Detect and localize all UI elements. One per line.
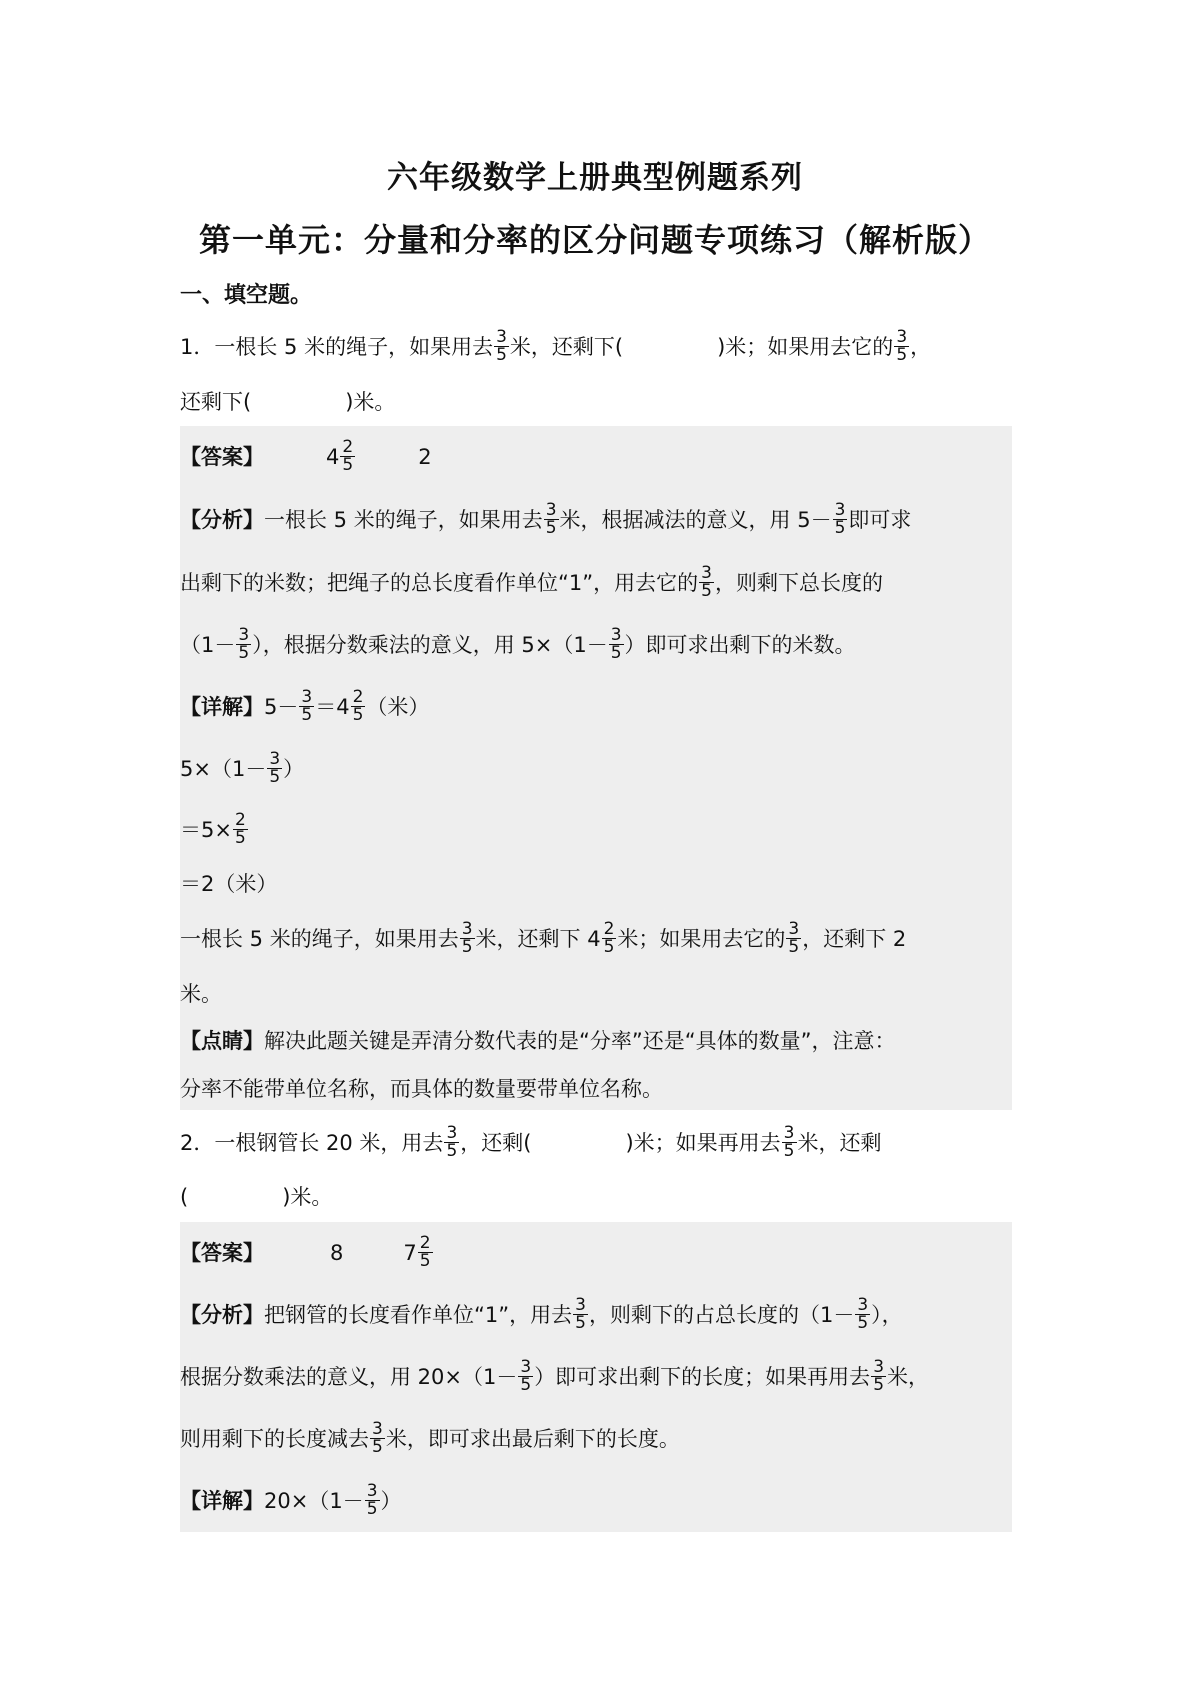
fraction: $\frac{2}{5}$ xyxy=(234,809,246,848)
q2-analysis-line-2: 根据分数乘法的意义，用 20×（1－ $\frac{3}{5}$ ）即可求出剩下的长度；如果再用去 $\frac{3}{5}$ 米， xyxy=(180,1356,930,1395)
q1-analysis-line-3: （1－ $\frac{3}{5}$ ），根据分数乘法的意义，用 5×（1－ $\frac{3}{5}$ ）即可求出剩下的米数。 xyxy=(180,624,856,663)
section-heading: 一、填空题。 xyxy=(180,283,313,308)
fraction: $\frac{2}{5}$ xyxy=(342,436,354,475)
fraction: $\frac{2}{5}$ xyxy=(603,918,615,957)
fraction: $\frac{3}{5}$ xyxy=(238,624,250,663)
detail-label: 【详解】 xyxy=(180,1489,264,1513)
q1-stem-line-2: 还剩下( )米。 xyxy=(180,390,396,414)
q1-detail-line-2: 5×（1－ $\frac{3}{5}$ ） xyxy=(180,748,305,787)
q1-stem-line-1: 1．一根长 5 米的绳子，如果用去 $\frac{3}{5}$ 米，还剩下( )米；如果用去它的 $\frac{3}{5}$ ， xyxy=(180,326,932,365)
q1-detail-line-3: ＝5× $\frac{2}{5}$ xyxy=(180,809,246,848)
document-subtitle: 第一单元：分量和分率的区分问题专项练习（解析版） xyxy=(198,221,991,259)
fraction: $\frac{3}{5}$ xyxy=(545,499,557,538)
fraction: $\frac{2}{5}$ xyxy=(352,686,364,725)
fraction: $\frac{3}{5}$ xyxy=(446,1122,458,1161)
fraction: $\frac{3}{5}$ xyxy=(873,1356,885,1395)
fraction: $\frac{3}{5}$ xyxy=(269,748,281,787)
fraction: $\frac{3}{5}$ xyxy=(575,1294,586,1333)
q1-tip-line-1: 【点睛】解决此题关键是弄清分数代表的是“分率”还是“具体的数量”，注意： xyxy=(180,1029,896,1053)
q1-detail-line-5: 一根长 5 米的绳子，如果用去 $\frac{3}{5}$ 米，还剩下 4 $\frac{2}{5}$ 米；如果用去它的 $\frac{3}{5}$ ，还剩下 2 xyxy=(180,918,907,957)
q1-detail-line-4: ＝2（米） xyxy=(180,872,278,896)
fraction: $\frac{3}{5}$ xyxy=(896,326,908,365)
fraction: $\frac{3}{5}$ xyxy=(783,1122,795,1161)
document-title: 六年级数学上册典型例题系列 xyxy=(387,160,803,196)
fraction: $\frac{3}{5}$ xyxy=(496,326,507,365)
q1-detail-line-6: 米。 xyxy=(180,982,222,1006)
q2-stem-line-1: 2．一根钢管长 20 米，用去 $\frac{3}{5}$ ，还剩( )米；如果再用去 $\frac{3}{5}$ 米，还剩 xyxy=(180,1122,882,1161)
fraction: $\frac{3}{5}$ xyxy=(301,686,313,725)
q2-stem-line-2: ( )米。 xyxy=(180,1185,333,1209)
fraction: $\frac{2}{5}$ xyxy=(419,1232,431,1271)
q2-analysis-line-3: 则用剩下的长度减去 $\frac{3}{5}$ 米，即可求出最后剩下的长度。 xyxy=(180,1418,680,1457)
fraction: $\frac{3}{5}$ xyxy=(834,499,846,538)
fraction: $\frac{3}{5}$ xyxy=(701,562,712,601)
analysis-label: 【分析】 xyxy=(180,1303,264,1327)
q1-analysis-line-1: 【分析】一根长 5 米的绳子，如果用去 $\frac{3}{5}$ 米，根据减法的意义，用 5－ $\frac{3}{5}$ 即可求 xyxy=(180,499,912,538)
q1-detail-line-1: 【详解】5－ $\frac{3}{5}$ ＝4 $\frac{2}{5}$ （米） xyxy=(180,686,430,725)
answer-label: 【答案】 xyxy=(180,1241,264,1265)
q2-detail-line-1: 【详解】20×（1－ $\frac{3}{5}$ ） xyxy=(180,1480,402,1519)
tip-label: 【点睛】 xyxy=(180,1029,264,1053)
fraction: $\frac{3}{5}$ xyxy=(520,1356,532,1395)
fraction: $\frac{3}{5}$ xyxy=(372,1418,383,1457)
analysis-label: 【分析】 xyxy=(180,508,264,532)
answer-label: 【答案】 xyxy=(180,445,264,469)
detail-label: 【详解】 xyxy=(180,695,264,719)
fraction: $\frac{3}{5}$ xyxy=(366,1480,378,1519)
q2-analysis-line-1: 【分析】把钢管的长度看作单位“1”，用去 $\frac{3}{5}$ ，则剩下的占总长度的（1－ $\frac{3}{5}$ ）， xyxy=(180,1294,903,1333)
fraction: $\frac{3}{5}$ xyxy=(857,1294,869,1333)
fraction: $\frac{3}{5}$ xyxy=(610,624,622,663)
q1-answer: 【答案】 4 $\frac{2}{5}$ 2 xyxy=(180,436,432,475)
q1-analysis-line-2: 出剩下的米数；把绳子的总长度看作单位“1”，用去它的 $\frac{3}{5}$ ，则剩下总长度的 xyxy=(180,562,883,601)
q2-answer: 【答案】 8 7 $\frac{2}{5}$ xyxy=(180,1232,431,1271)
q1-tip-line-2: 分率不能带单位名称，而具体的数量要带单位名称。 xyxy=(180,1077,663,1101)
fraction: $\frac{3}{5}$ xyxy=(461,918,473,957)
fraction: $\frac{3}{5}$ xyxy=(788,918,800,957)
